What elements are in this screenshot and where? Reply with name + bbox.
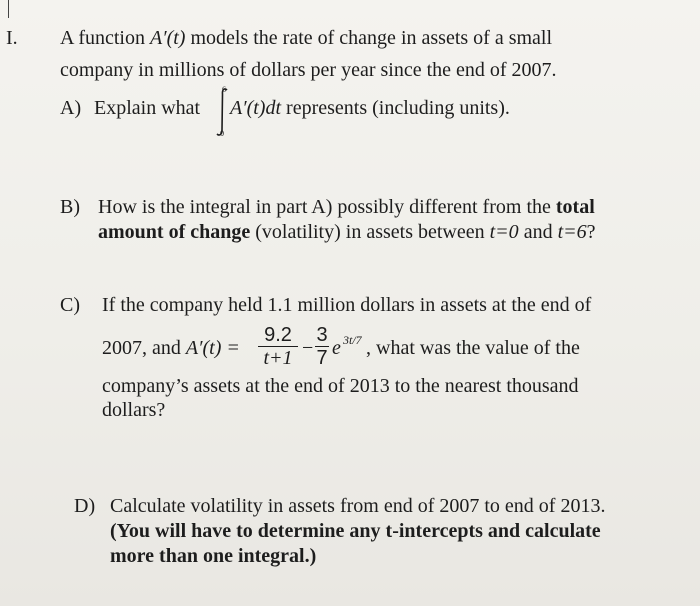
frac2-denominator: 7: [316, 347, 328, 370]
intro-line-2: company in millions of dollars per year since the end of 2007.: [60, 59, 557, 81]
integrand: A′(t)dt: [230, 97, 282, 119]
part-c-label: C): [60, 294, 80, 316]
integral-upper-limit: 6: [222, 85, 226, 94]
fraction-3-over-7: [314, 324, 330, 369]
part-c-line-4: dollars?: [102, 399, 166, 421]
part-a-label: A): [60, 97, 82, 119]
part-b-line-2: amount of change (volatility) in assets between t=0 and t=6?: [98, 221, 596, 243]
minus-sign: −: [302, 337, 314, 359]
problem-number: I.: [6, 27, 18, 49]
part-d-line-2: (You will have to determine any t-intercepts and calculate: [110, 520, 601, 542]
intro-line-1: A function A′(t) models the rate of change in assets of a small: [60, 27, 553, 49]
part-d-line-1: Calculate volatility in assets from end of 2007 to end of 2013.: [110, 495, 606, 517]
part-c-line-2-start: 2007, and A′(t) =: [102, 337, 240, 359]
part-a-rest: A′(t)dt represents (including units).: [230, 97, 510, 119]
integral-lower-limit: 0: [220, 129, 224, 138]
margin-rule: [8, 0, 9, 18]
part-b-label: B): [60, 196, 80, 218]
part-a-text-before: Explain what: [94, 97, 201, 119]
part-d-line-3: more than one integral.): [110, 545, 317, 567]
part-c-line-2-end: , what was the value of the: [366, 337, 580, 359]
condition-t6: t=6: [557, 221, 587, 243]
part-d-label: D): [74, 495, 96, 517]
exp-power: 3t/7: [343, 333, 362, 347]
fraction-9-2-over-t-plus-1: [257, 324, 299, 369]
condition-t0: t=0: [489, 221, 519, 243]
frac1-numerator: 9.2: [264, 324, 292, 346]
frac1-denominator: t+1: [263, 347, 293, 370]
part-c-line-3: company’s assets at the end of 2013 to the nearest thousand: [102, 375, 579, 397]
part-c-line-1: If the company held 1.1 million dollars in assets at the end of: [102, 294, 592, 316]
function-formula: A′(t) =: [185, 337, 240, 359]
part-b-line-1: How is the integral in part A) possibly different from the total: [98, 196, 595, 218]
frac2-numerator: 3: [316, 324, 328, 346]
exp-base: e: [332, 337, 341, 359]
function-name: A′(t): [150, 27, 186, 49]
